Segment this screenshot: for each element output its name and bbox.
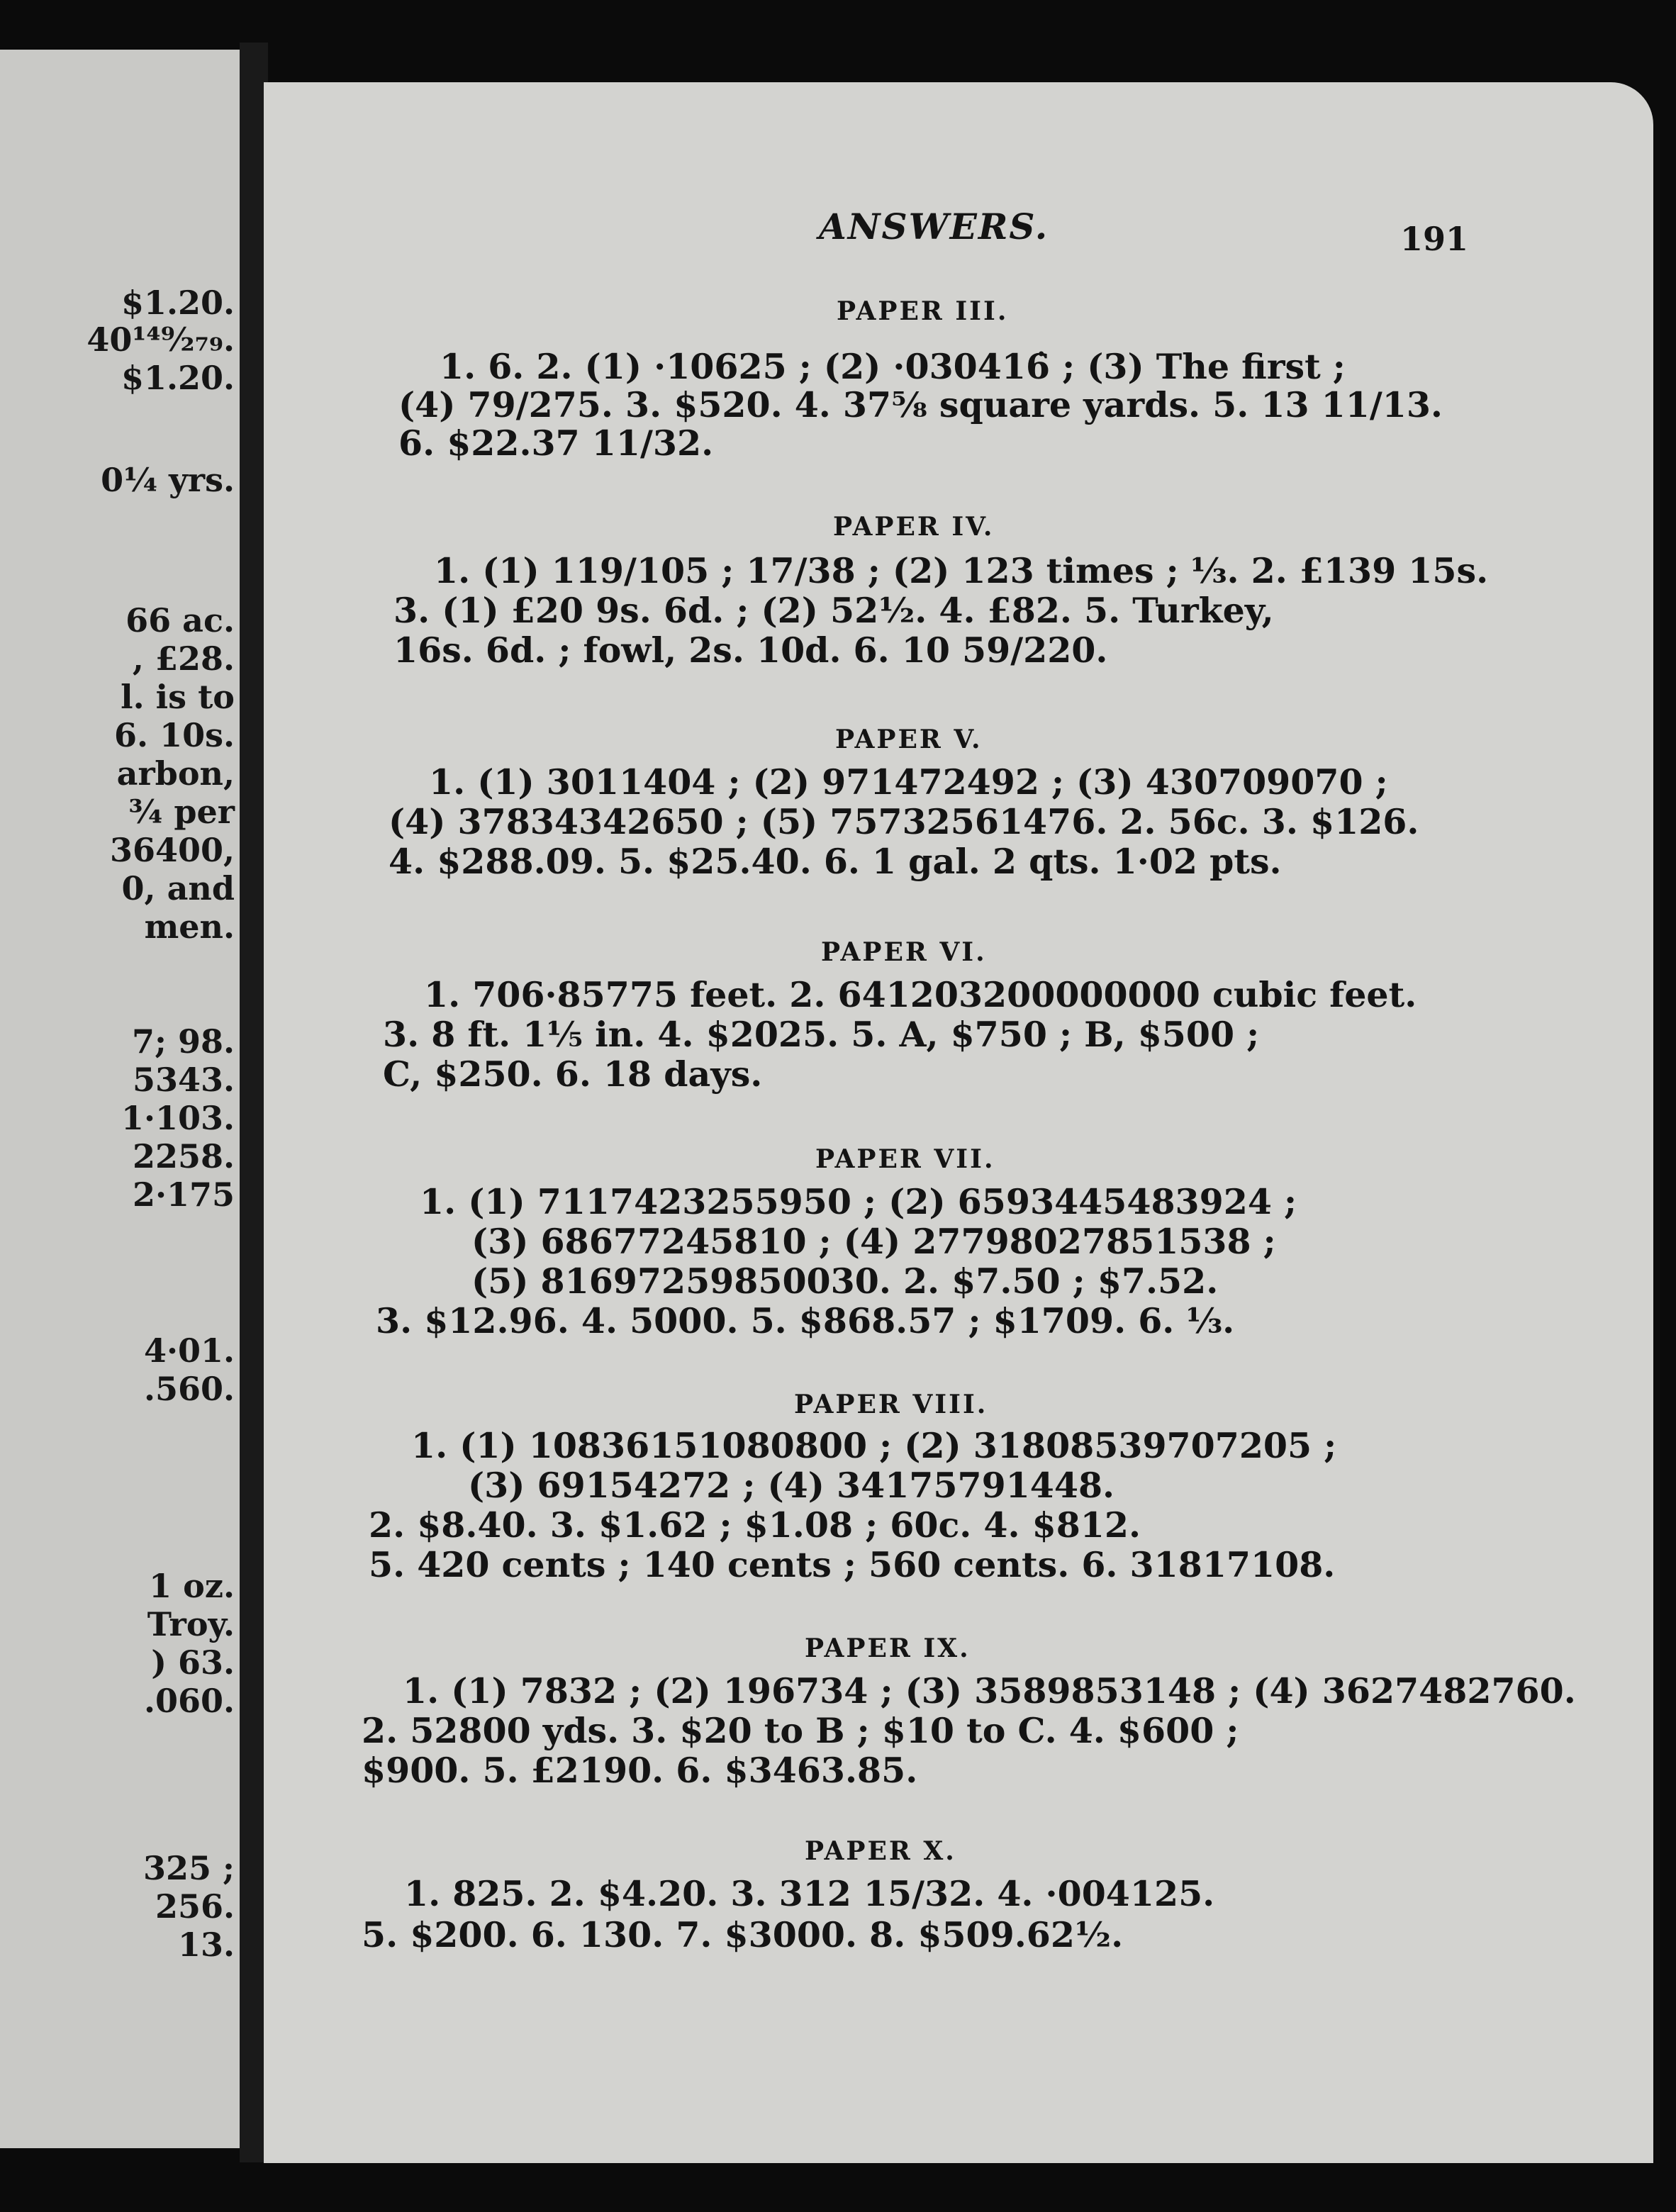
answer-line: 2. $8.40. 3. $1.62 ; $1.08 ; 60c. 4. $812. (369, 1504, 1141, 1546)
left-fragment: men. (144, 907, 235, 946)
left-fragment: arbon, (116, 754, 235, 793)
left-fragment: 7; 98. (131, 1022, 235, 1061)
answer-line: 16s. 6d. ; fowl, 2s. 10d. 6. 10 59/220. (393, 630, 1108, 671)
left-fragment: $1.20. (121, 359, 235, 397)
page-number: 191 (1400, 220, 1469, 258)
section-heading: PAPER VI. (821, 937, 987, 967)
answer-line: 1. 825. 2. $4.20. 3. 312 15/32. 4. ·004125. (404, 1873, 1215, 1914)
left-fragment: l. is to (121, 678, 235, 716)
left-fragment: 66 ac. (125, 601, 235, 639)
left-fragment: 5343. (132, 1061, 235, 1099)
section-heading: PAPER III. (837, 296, 1009, 326)
left-fragment: 0, and (121, 869, 235, 907)
left-fragment: $1.20. (121, 284, 235, 322)
answer-line: 2. 52800 yds. 3. $20 to B ; $10 to C. 4. $600 ; (362, 1710, 1239, 1751)
answer-line: 1. (1) 119/105 ; 17/38 ; (2) 123 times ; ⅓. 2. £139 15s. (434, 550, 1489, 591)
section-heading: PAPER X. (805, 1836, 956, 1866)
left-page-fragment (0, 50, 245, 2148)
answer-line: (5) 81697259850030. 2. $7.50 ; $7.52. (471, 1261, 1219, 1302)
running-header: ANSWERS. (819, 206, 1049, 247)
answer-line: 5. $200. 6. 130. 7. $3000. 8. $509.62½. (362, 1914, 1124, 1955)
left-fragment: 40¹⁴⁹⁄₂₇₉. (86, 320, 235, 359)
left-fragment: 0¼ yrs. (101, 461, 235, 499)
left-fragment: , £28. (132, 639, 235, 678)
answer-line: 3. (1) £20 9s. 6d. ; (2) 52½. 4. £82. 5. Turkey, (393, 590, 1274, 631)
left-fragment: 6. 10s. (114, 716, 235, 754)
answer-line: C, $250. 6. 18 days. (383, 1054, 763, 1095)
answer-line: $900. 5. £2190. 6. $3463.85. (362, 1750, 918, 1791)
answer-line: 1. 6. 2. (1) ·10625 ; (2) ·030416̇ ; (3) The first ; (440, 346, 1346, 387)
answer-line: (3) 69154272 ; (4) 34175791448. (468, 1465, 1115, 1506)
section-heading: PAPER V. (835, 725, 983, 754)
section-heading: PAPER VII. (815, 1144, 995, 1174)
left-fragment: 4·01. (143, 1331, 235, 1370)
answer-line: 1. (1) 10836151080800 ; (2) 31808539707205 ; (411, 1425, 1337, 1466)
left-fragment: 1·103. (121, 1099, 235, 1137)
answer-line: 1. (1) 7832 ; (2) 196734 ; (3) 3589853148 ; (4) 3627482760. (403, 1670, 1576, 1711)
answer-line: 3. 8 ft. 1⅕ in. 4. $2025. 5. A, $750 ; B, $500 ; (383, 1014, 1260, 1055)
left-fragment: ) 63. (151, 1643, 235, 1682)
answer-line: 1. (1) 7117423255950 ; (2) 6593445483924 ; (420, 1181, 1297, 1222)
left-fragment: 36400, (109, 831, 235, 869)
left-fragment: Troy. (147, 1605, 235, 1643)
answer-line: 3. $12.96. 4. 5000. 5. $868.57 ; $1709. 6. ⅓. (376, 1300, 1235, 1341)
left-fragment: 256. (155, 1887, 235, 1926)
left-fragment: .060. (143, 1682, 235, 1720)
left-fragment: 2·175 (132, 1175, 235, 1214)
answer-line: 4. $288.09. 5. $25.40. 6. 1 gal. 2 qts. 1·02 pts. (389, 841, 1282, 882)
answer-line: 1. 706·85775 feet. 2. 641203200000000 cubic feet. (424, 974, 1417, 1015)
section-heading: PAPER IX. (805, 1633, 971, 1663)
section-heading: PAPER IV. (833, 512, 995, 542)
answer-line: 5. 420 cents ; 140 cents ; 560 cents. 6. 31817108. (369, 1544, 1336, 1585)
answer-line: 6. $22.37 11/32. (398, 423, 714, 464)
left-fragment: 2258. (132, 1137, 235, 1175)
left-fragment: ¾ per (128, 793, 235, 831)
answer-line: (3) 68677245810 ; (4) 27798027851538 ; (471, 1221, 1276, 1262)
left-fragment: .560. (143, 1370, 235, 1408)
left-fragment: 325 ; (143, 1849, 235, 1887)
answer-line: (4) 79/275. 3. $520. 4. 37⅝ square yards. 5. 13 11/13. (398, 384, 1443, 425)
left-fragment: 1 oz. (149, 1567, 235, 1605)
left-fragment: 13. (177, 1926, 235, 1964)
answer-line: (4) 37834342650 ; (5) 75732561476. 2. 56c. 3. $126. (389, 801, 1419, 842)
section-heading: PAPER VIII. (794, 1390, 988, 1419)
answer-line: 1. (1) 3011404 ; (2) 971472492 ; (3) 430709070 ; (429, 761, 1388, 803)
